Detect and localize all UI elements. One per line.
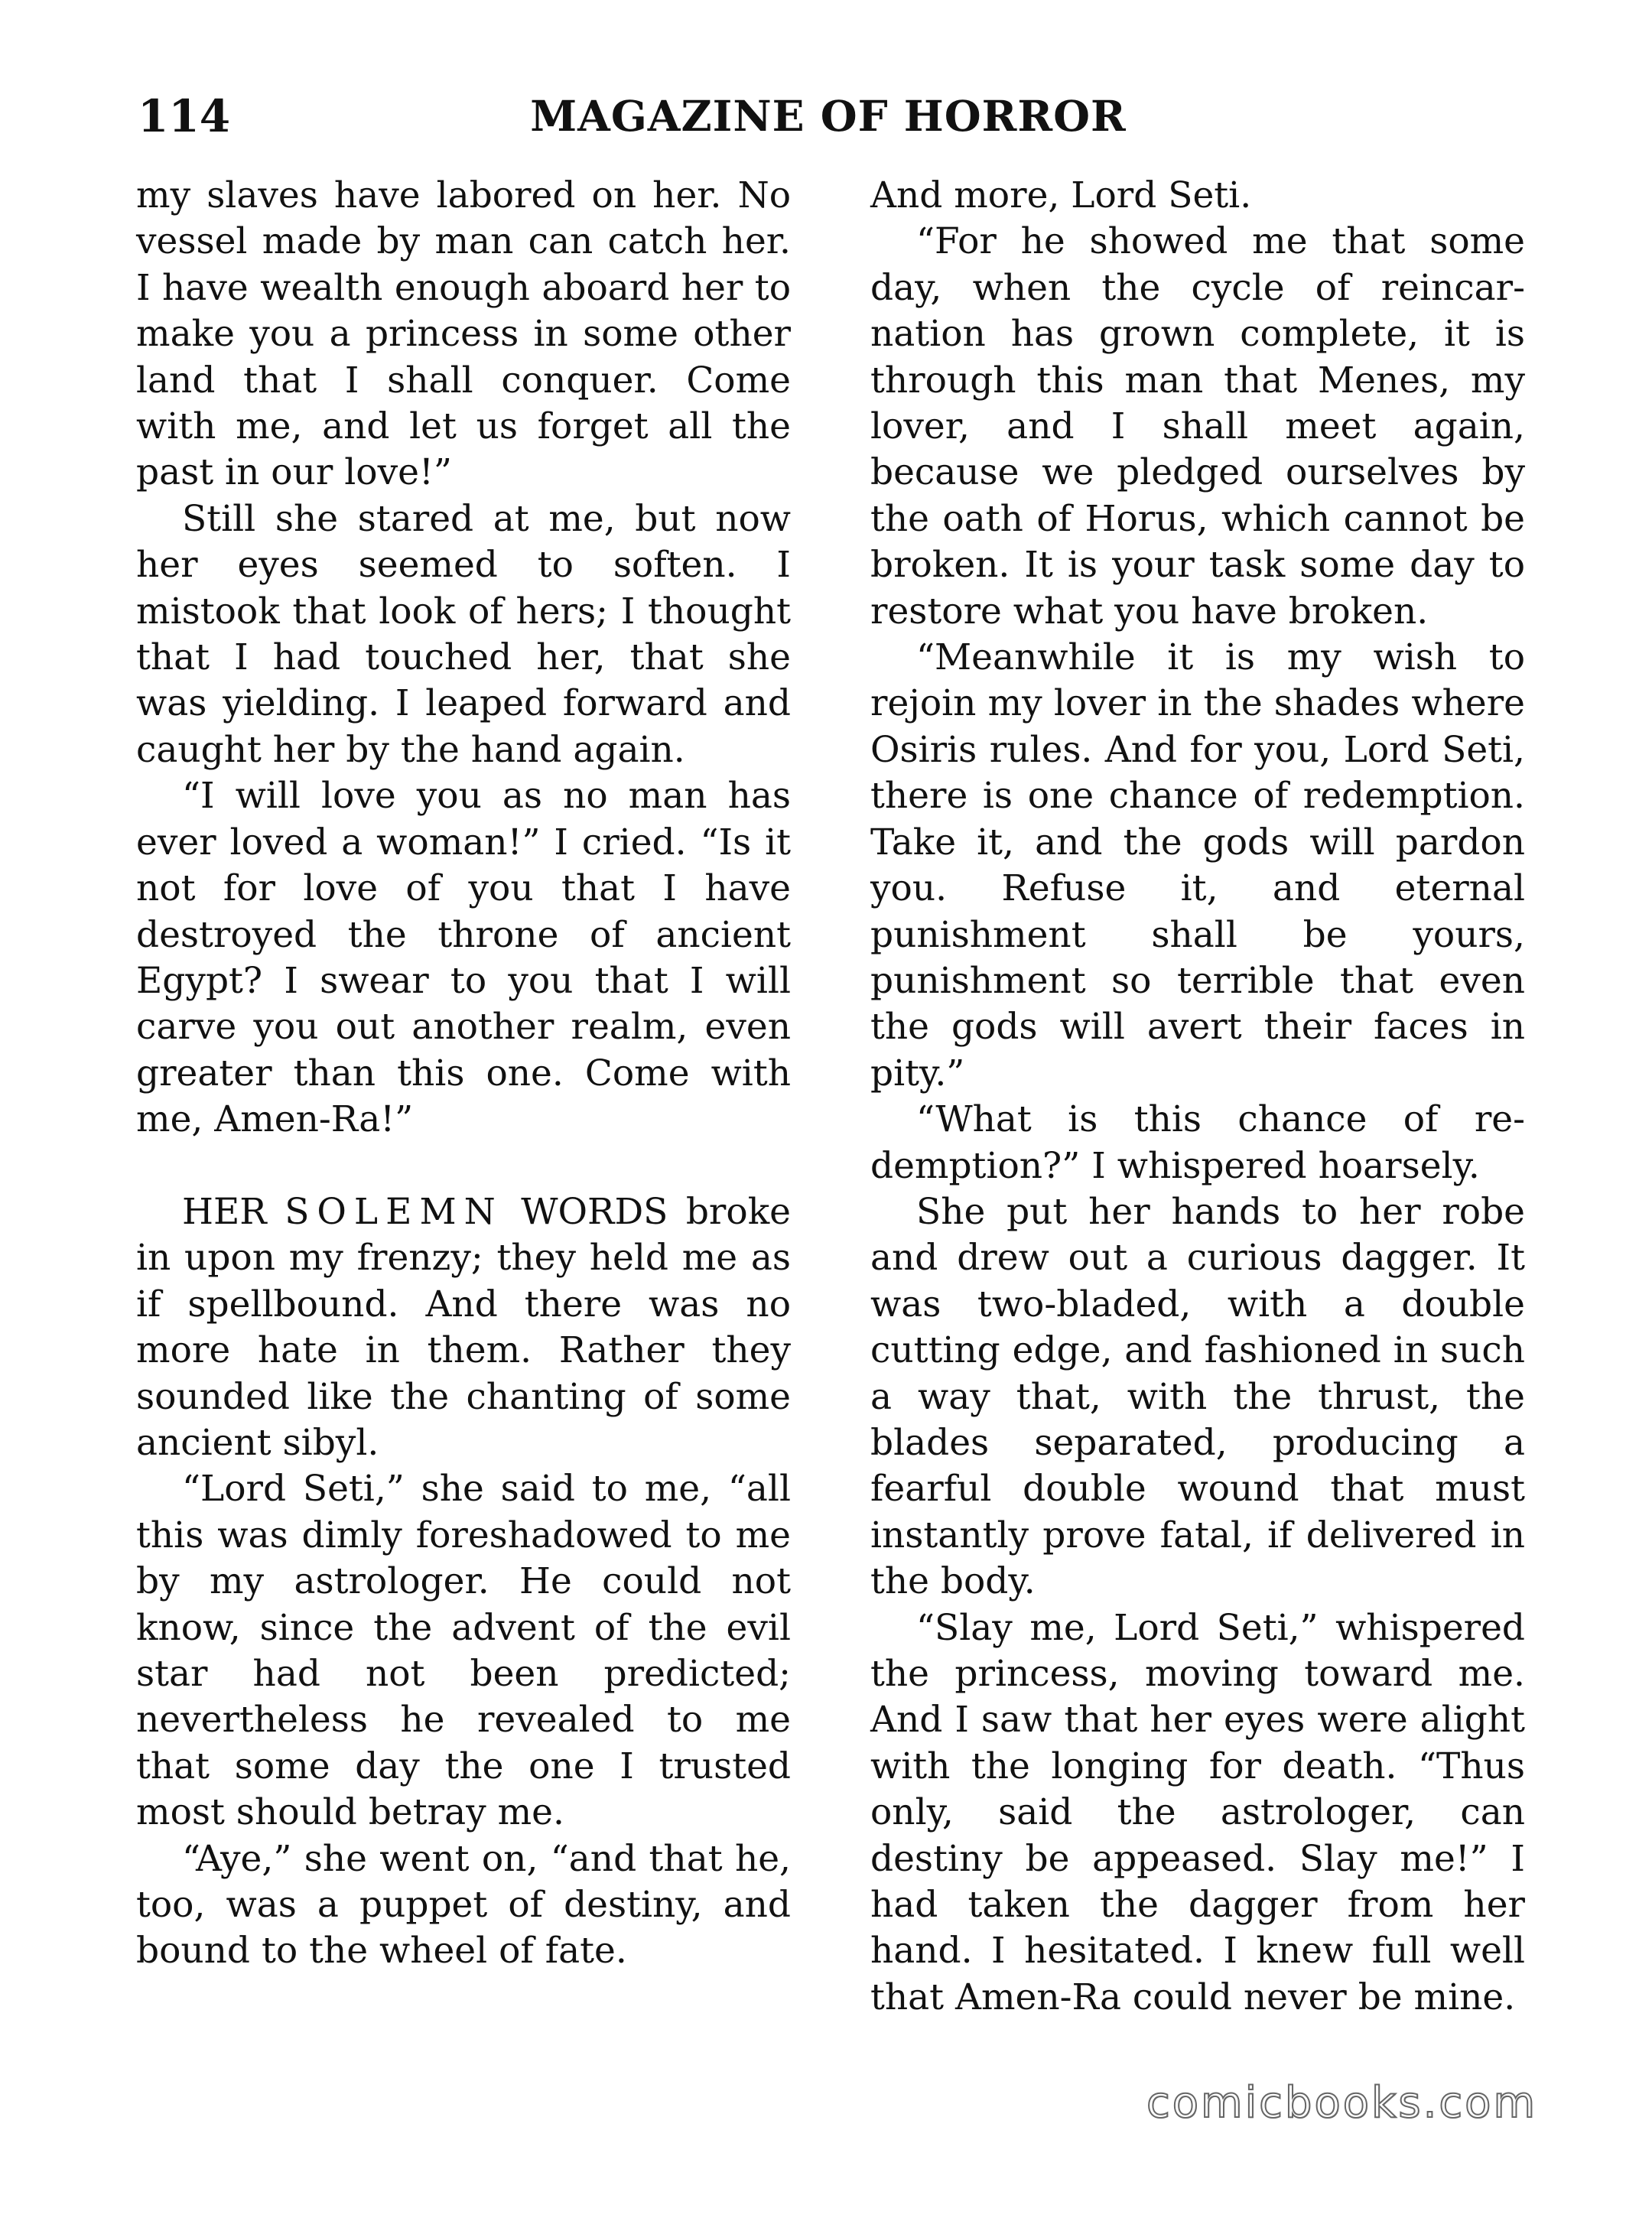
running-title: MAGAZINE OF HORROR [530,91,1127,141]
paragraph: “Slay me, Lord Seti,” whispered the princess, moving toward me. And I saw that her eyes were alight with the longing for death. “Thus only, said the astrologer, can destiny be appeased. Slay me!” I had taken the dagger from her hand. I hesitated. I knew full well that Amen-Ra could never be mine. [870,1606,1525,2018]
paragraph: She put her hands to her robe and drew out a curious dagger. It was two-bladed, with a double cutting edge, and fashioned in such a way that, with the thrust, the blades separated, producing a fearful double wound that must instantly prove fatal, if delivered in the body. [870,1190,1525,1603]
section-lead-spaced: SOLEMN [285,1190,503,1233]
paragraph: “What is this chance of redemption?” I whispered hoarsely. [870,1098,1525,1187]
paragraph: Still she stared at me, but now her eyes seemed to soften. I mistook that look of hers; I thought that I had touched her, that she was yielding. I leaped forward and caught her by the hand again. [136,497,791,771]
paragraph: “Meanwhile it is my wish to rejoin my lover in the shades where Osiris rules. And for you, Lord Seti, there is one chance of redemption. Take it, and the gods will pardon you. Refuse it, and eternal punishment shall be yours, punishment so terrible that even the gods will avert their faces in pity.” [870,636,1525,1094]
paragraph: “Lord Seti,” she said to me, “all this was dimly foreshadowed to me by my astrologer. He could not know, since the advent of the evil star had not been predicted; nevertheless he revealed to me that some day the one I trusted most should betray me. [136,1468,791,1834]
left-column [136,173,791,1975]
paragraph-text: broke in upon my frenzy; they held me as if spellbound. And there was no more hate in them. Rather they sounded like the chanting of some ancient sibyl. [136,1190,791,1464]
page-header [138,86,1519,147]
paragraph: “Aye,” she went on, “and that he, too, was a puppet of destiny, and bound to the wheel of fate. [136,1837,791,1972]
paragraph: “For he showed me that some day, when the cycle of reincarnation has grown complete, it is through this man that Menes, my lover, and I shall meet again, because we pledged ourselves by the oath of Horus, which cannot be broken. It is your task some day to restore what you have broken. [870,220,1525,633]
paragraph: And more, Lord Seti. [870,174,1252,216]
section-break-paragraph [136,1189,791,1466]
section-lead-first: HER [182,1190,285,1233]
section-lead-last: WORDS [502,1190,668,1233]
paragraph: “I will love you as no man has ever loved a woman!” I cried. “Is it not for love of you that I have destroyed the throne of ancient Egypt? I swear to you that I will carve you out another realm, even greater than this one. Come with me, Amen-Ra!” [136,775,791,1141]
watermark: comicbooks.com [1146,2078,1537,2128]
right-column [870,173,1525,2021]
paragraph: my slaves have labored on her. No vessel made by man can catch her. I have wealth enough aboard her to make you a princess in some other land that I shall conquer. Come with me, and let us forget all the past in our love!” [136,174,791,494]
page-number: 114 [138,90,231,142]
